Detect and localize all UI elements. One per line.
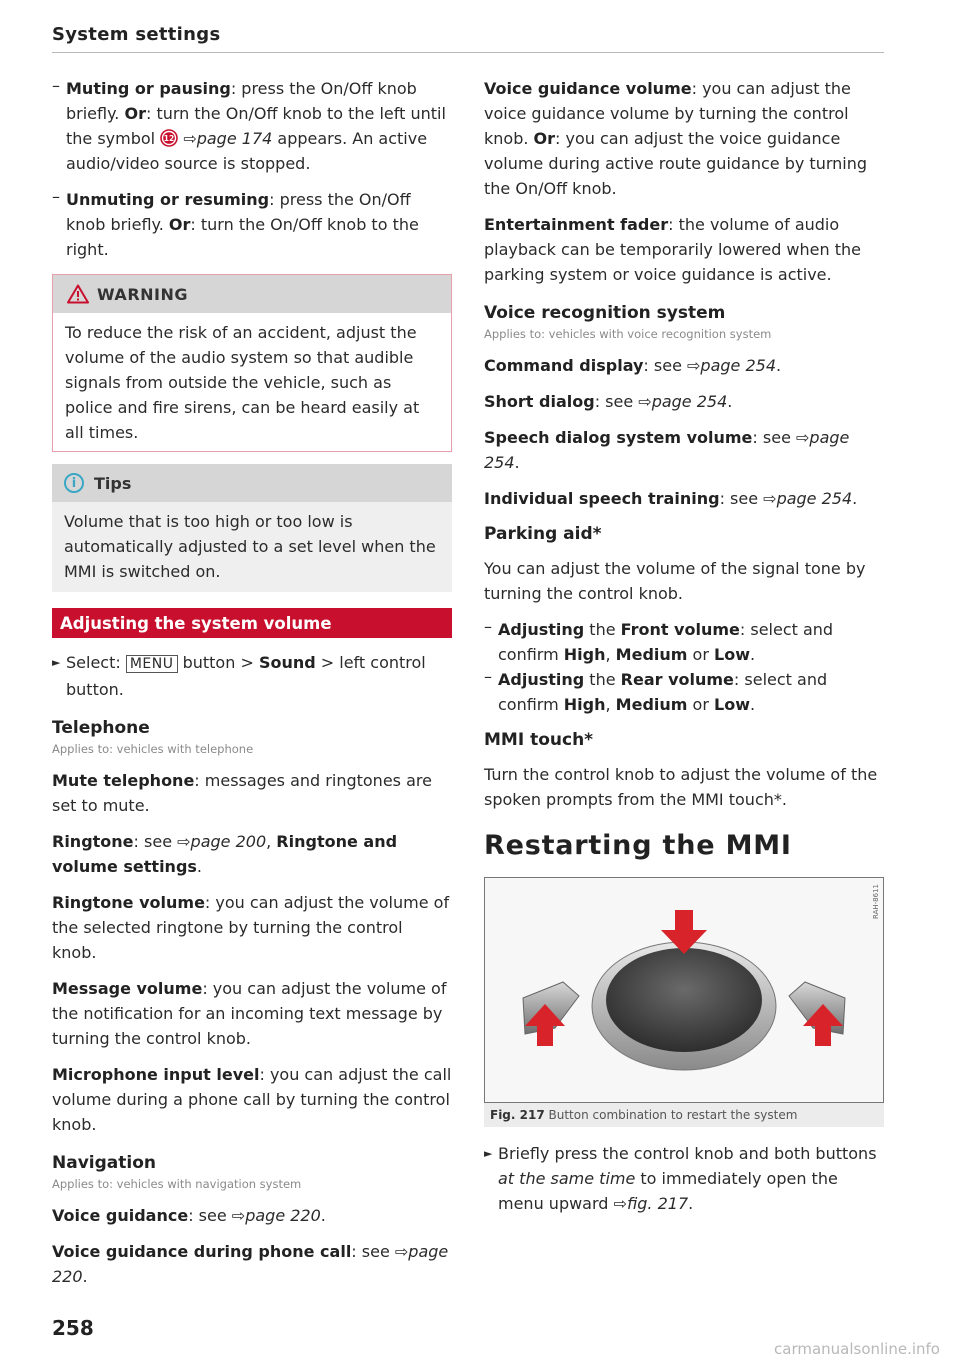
tips-title: Tips [94,473,132,493]
page-number: 258 [52,1316,94,1340]
right-column [484,76,884,1216]
page-ref-link[interactable]: ⇨page 254 [763,489,853,508]
step-triangle-icon: ► [484,1147,493,1160]
mmi-touch-text: Turn the control knob to adjust the volume of the spoken prompts from the MMI touch*. [484,765,878,809]
menu-key-label: MENU [126,655,178,673]
command-display-text: Command display: see ⇨page 254. [484,356,782,375]
heading-telephone: Telephone [52,718,150,738]
voice-guidance-phone-text: Voice guidance during phone call: see ⇨page 220. [52,1242,449,1286]
page-ref-link[interactable]: ⇨page 254 [687,356,777,375]
figure-caption: Fig. 217 Button combination to restart the system [484,1103,884,1127]
heading-parking-aid: Parking aid* [484,524,602,544]
page-ref-link[interactable]: ⇨page 254 [638,392,728,411]
heading-voice-recognition: Voice recognition system [484,303,726,323]
control-knob-illustration [485,878,883,1102]
speech-volume-text: Speech dialog system volume: see ⇨page 254. [484,428,850,472]
ringtone-text: Ringtone: see ⇨page 200, Ringtone and volume settings. [52,832,398,876]
page-ref-link[interactable]: ⇨page 174 [183,129,273,148]
speech-training-text: Individual speech training: see ⇨page 254. [484,489,858,508]
page-ref-link[interactable]: ⇨page 200 [177,832,267,851]
figure-217 [484,877,884,1103]
entertainment-fader-text: Entertainment fader: the volume of audio playback can be temporarily lowered when the parking system or voice guidance is active. [484,215,861,284]
voice-guidance-text: Voice guidance: see ⇨page 220. [52,1206,326,1225]
heading-restarting-mmi: Restarting the MMI [484,830,792,861]
applies-telephone: Applies to: vehicles with telephone [52,742,254,756]
step-triangle-icon: ► [52,656,61,669]
step-select-menu: ► Select: MENU button > Sound > left control button. [52,650,452,702]
ringtone-volume-text: Ringtone volume: you can adjust the volume of the selected ringtone by turning the control knob. [52,893,450,962]
list-item-rear-volume: – Adjusting the Rear volume: select and confirm High, Medium or Low. [484,667,828,714]
left-column [52,76,452,1300]
section-heading-bar: Adjusting the system volume [52,608,452,638]
watermark: carmanualsonline.info [774,1340,940,1358]
mute-telephone-text: Mute telephone: messages and ringtones are set to mute. [52,771,432,815]
header-title: System settings [52,24,221,45]
voice-guidance-volume-text: Voice guidance volume: you can adjust the voice guidance volume by turning the control knob. Or: you can adjust the voice guidance volume during active route guidance by turning the On/Off knob. [484,79,868,198]
header-divider [52,52,884,53]
warning-text: To reduce the risk of an accident, adjust the volume of the audio system so that audible signals from outside the vehicle, such as police and fire sirens, can be heard easily at all times. [65,323,420,442]
warning-title: WARNING [97,284,188,304]
symbol-12-label: 12 [164,134,175,143]
applies-voice-recognition: Applies to: vehicles with voice recognition system [484,327,772,341]
page-ref-link[interactable]: ⇨page 254 [484,428,850,472]
symbol-12-icon [160,129,178,147]
page-ref-link[interactable]: ⇨page 220 [52,1242,449,1286]
heading-navigation: Navigation [52,1153,156,1173]
applies-navigation: Applies to: vehicles with navigation system [52,1177,302,1191]
tips-text: Volume that is too high or too low is automatically adjusted to a set level when the MMI is switched on. [64,512,436,581]
list-item-unmuting: – Unmuting or resuming: press the On/Off knob briefly. Or: turn the On/Off knob to the right. [52,187,419,259]
step-restart: ► Briefly press the control knob and both buttons at the same time to immediately open the menu upward ⇨fig. 217. [484,1141,884,1216]
info-icon: i [64,473,84,493]
warning-box [52,274,452,452]
microphone-level-text: Microphone input level: you can adjust the call volume during a phone call by turning the control knob. [52,1065,452,1134]
warning-header [53,275,451,313]
page-ref-link[interactable]: ⇨page 220 [231,1206,321,1225]
figure-ref-link[interactable]: ⇨fig. 217 [613,1194,689,1213]
tips-box [52,464,452,592]
figure-code: RAH-8611 [872,884,880,919]
list-item-muting: – Muting or pausing: press the On/Off knob briefly. Or: turn the On/Off knob to the left until the symbol 12 ⇨page 174 appears. An active audio/video source is stopped. [52,76,446,173]
running-header [52,24,884,45]
heading-mmi-touch: MMI touch* [484,730,594,750]
message-volume-text: Message volume: you can adjust the volume of the notification for an incoming text message by turning the control knob. [52,979,447,1048]
short-dialog-text: Short dialog: see ⇨page 254. [484,392,733,411]
parking-aid-text: You can adjust the volume of the signal tone by turning the control knob. [484,559,866,603]
list-item-front-volume: – Adjusting the Front volume: select and confirm High, Medium or Low. [484,617,834,664]
tips-header [52,464,452,502]
warning-triangle-icon [67,284,89,304]
